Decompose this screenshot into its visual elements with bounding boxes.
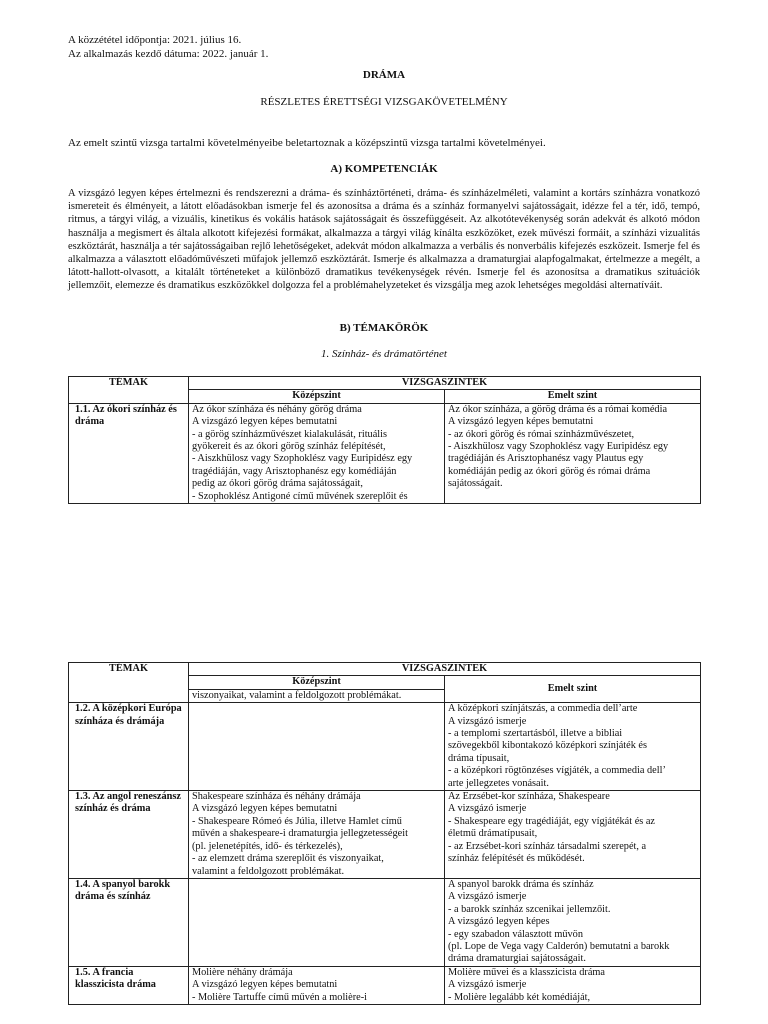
apply-date-line: Az alkalmazás kezdő dátuma: 2022. január 1. — [68, 47, 269, 60]
topic-cell: 1.5. A francia klasszicista dráma — [69, 966, 189, 1004]
kozepszint-cell — [189, 878, 445, 966]
table-row — [69, 966, 701, 1004]
cell-line: - Molière legalább két komédiáját, — [448, 991, 591, 1003]
cell-line: komédiáján pedig az ókori görög és római dráma — [448, 465, 651, 477]
continuation-cell: viszonyaikat, valamint a feldolgozott problémákat. — [189, 689, 445, 702]
cell-line: A vizsgázó legyen képes bemutatni — [448, 416, 594, 428]
cell-line: Az Erzsébet-kor színháza, Shakespeare — [448, 791, 610, 803]
cell-line: Shakespeare színháza és néhány drámája — [192, 791, 361, 803]
intro-text: Az emelt szintű vizsga tartalmi követelményeibe beletartoznak a középszintű vizsga tartalmi követelményei. — [68, 137, 546, 149]
kozepszint-cell — [189, 403, 445, 503]
header-emelt: Emelt szint — [445, 390, 701, 403]
cell-line: (pl. Lope de Vega vagy Calderón) bemutatni a barokk — [448, 940, 670, 952]
topic-cell: 1.4. A spanyol barokk dráma és színház — [69, 878, 189, 966]
header-vizsgaszintek: VIZSGASZINTEK — [189, 377, 701, 390]
cell-line: Molière néhány drámája — [192, 966, 293, 978]
cell-line: - Aiszkhülosz vagy Szophoklész vagy Euripidész egy — [448, 441, 669, 453]
cell-line: A vizsgázó legyen képes bemutatni — [192, 803, 338, 815]
cell-line: Az ókor színháza, a görög dráma és a római komédia — [448, 403, 668, 415]
table-row — [69, 403, 701, 503]
topic-cell: 1.2. A középkori Európa színháza és drámája — [69, 703, 189, 791]
section-b-subheading: 1. Színház- és drámatörténet — [321, 348, 447, 360]
emelt-cell — [445, 878, 701, 966]
cell-line: sajátosságait. — [448, 478, 503, 490]
cell-line: dráma dramaturgiai sajátosságait. — [448, 953, 586, 965]
kozepszint-cell — [189, 791, 445, 879]
cell-line: - a görög színházművészet kialakulását, rituális — [192, 428, 388, 440]
topics-table-1 — [68, 376, 701, 504]
document-title: DRÁMA — [362, 69, 406, 81]
cell-line: - az Erzsébet-kori színház társadalmi szerepét, a — [448, 840, 647, 852]
cell-line: valamint a feldolgozott problémákat. — [192, 865, 345, 877]
cell-line: (pl. jelenetépítés, idő- és térkezelés), — [192, 840, 343, 852]
header-kozepszint: Középszint — [189, 390, 445, 403]
cell-line: A vizsgázó ismerje — [448, 891, 527, 903]
header-emelt: Emelt szint — [445, 676, 701, 703]
kozepszint-cell — [189, 966, 445, 1004]
cell-line: Molière művei és a klasszicista dráma — [448, 966, 605, 978]
cell-line: tragédiáján, vagy Arisztophanész egy komédiáján — [192, 465, 397, 477]
table-header-row — [69, 377, 701, 390]
cell-line: - a középkori rögtönzéses vígjáték, a commedia dell’ — [448, 765, 666, 777]
cell-line: A vizsgázó legyen képes bemutatni — [192, 979, 338, 991]
cell-line: arte jellegzetes vonásait. — [448, 777, 549, 789]
emelt-cell — [445, 703, 701, 791]
emelt-cell — [445, 403, 701, 503]
header-vizsgaszintek: VIZSGASZINTEK — [189, 663, 701, 676]
topic-cell: 1.1. Az ókori színház és dráma — [69, 403, 189, 503]
cell-line: - a barokk színház szcenikai jellemzőit. — [448, 903, 611, 915]
topic-cell: 1.3. Az angol reneszánsz színház és dráma — [69, 791, 189, 879]
cell-line: tragédiáján és Arisztophanész vagy Plautus egy — [448, 453, 644, 465]
cell-line: színház felépítését és működését. — [448, 853, 585, 865]
cell-line: életmű drámatípusait, — [448, 828, 538, 840]
emelt-cell — [445, 791, 701, 879]
cell-line: szövegekből kibontakozó középkori színjáték és — [448, 740, 648, 752]
topics-table-2 — [68, 662, 701, 1005]
cell-line: pedig az ókori görög dráma sajátosságait, — [192, 478, 363, 490]
cell-line: - egy szabadon választott művön — [448, 928, 583, 940]
table-row — [69, 703, 701, 791]
document-subtitle: RÉSZLETES ÉRETTSÉGI VIZSGAKÖVETELMÉNY — [260, 96, 508, 108]
cell-line: A vizsgázó ismerje — [448, 803, 527, 815]
table-header-row — [69, 663, 701, 676]
cell-line: - Shakespeare Rómeó és Júlia, illetve Hamlet című — [192, 815, 402, 827]
emelt-cell — [445, 966, 701, 1004]
cell-line: dráma típusait, — [448, 752, 510, 764]
header-temak: TÉMAK — [69, 377, 189, 404]
cell-line: Az ókor színháza és néhány görög dráma — [192, 403, 362, 415]
document-meta — [68, 34, 268, 61]
kozepszint-cell — [189, 703, 445, 791]
section-a-heading: A) KOMPETENCIÁK — [330, 163, 438, 175]
table-row — [69, 791, 701, 879]
cell-line: - Aiszkhülosz vagy Szophoklész vagy Euripidész egy — [192, 453, 413, 465]
cell-line: - az elemzett dráma szereplőit és viszonyaikat, — [192, 853, 384, 865]
competencies-paragraph: A vizsgázó legyen képes értelmezni és rendszerezni a dráma- és színháztörténeti, dráma- és színházelméleti, valamint a kortárs színházra vonatkozó ismereteit és élményeit, a látott előadásokban ismerje fel és azonosítsa a dráma és a színház formanyelvi sajátosságait, idézze fel a tér, idő, tempó, ritmus, a tárgyi világ, a vizuális, kinetikus és vokális hatások sajátosságait és összefüggéseit. Az alkotótevékenység során adekvát és alkotó módon használja a megismert és általa alkotott kifejezési formákat, alkalmazza a tárgyi világ kínálta eszközöket, ezek művészi formáit, a színházi vizualitás eszköztárát, használja a tér sajátosságaiban rejlő lehetőségeket, adekvát módon alkalmazza a verbális és nonverbális kifejezés eszközeit. Ismerje fel és alkalmazza a választott előadóművészeti műfajok jellemző eszköztárát. Ismerje és alkalmazza a dramaturgiai alapfogalmakat, értelmezze a megélt, a látott-hallott-olvasott, a kitalált történeteket a különböző dramatikus tevékenységek révén. Ismerje fel és azonosítsa a dramatikus szituációk jellemzőit, elemezze és dramatikus eszközökkel dolgozza fel a problémahelyzeteket és vizsgálja meg azok lehetséges megoldási alternatíváit. — [68, 188, 700, 292]
cell-line: - Molière Tartuffe című művén a molière-i — [192, 991, 368, 1003]
cell-line: A vizsgázó legyen képes bemutatni — [192, 416, 338, 428]
cell-line: A vizsgázó ismerje — [448, 979, 527, 991]
header-temak: TÉMAK — [69, 663, 189, 703]
cell-line: - az ókori görög és római színházművészetet, — [448, 428, 635, 440]
cell-line: A vizsgázó ismerje — [448, 715, 527, 727]
header-kozepszint: Középszint — [189, 676, 445, 689]
cell-line: - Shakespeare egy tragédiáját, egy vígjátékát és az — [448, 815, 655, 827]
table-row — [69, 878, 701, 966]
cell-line: A spanyol barokk dráma és színház — [448, 878, 594, 890]
cell-line: A középkori színjátszás, a commedia dell’arte — [448, 703, 638, 715]
cell-line: - Szophoklész Antigoné című művének szereplőit és — [192, 490, 408, 502]
cell-line: - a templomi szertartásból, illetve a bibliai — [448, 728, 623, 740]
publish-date-line: A közzététel időpontja: 2021. július 16. — [68, 34, 242, 46]
section-b-heading: B) TÉMAKÖRÖK — [339, 322, 429, 334]
cell-line: művén a shakespeare-i dramaturgia jellegzetességeit — [192, 828, 408, 840]
cell-line: gyökereit és az ókori görög színház felépítését, — [192, 441, 386, 453]
cell-line: A vizsgázó legyen képes — [448, 916, 550, 928]
